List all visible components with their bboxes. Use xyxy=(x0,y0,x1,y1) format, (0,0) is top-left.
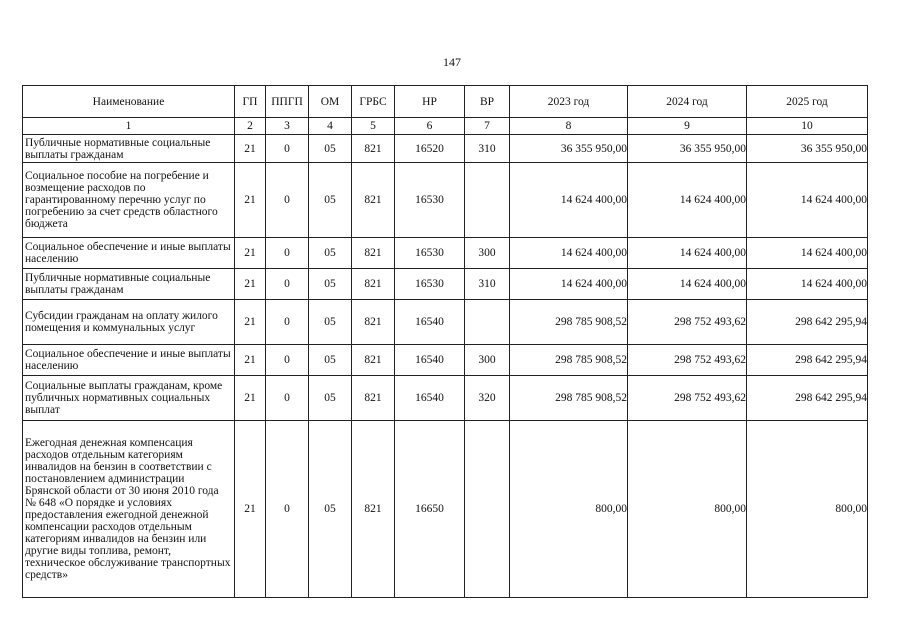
column-header-om: ОМ xyxy=(309,86,352,118)
row-vr: 320 xyxy=(465,376,510,421)
column-number: 9 xyxy=(628,118,747,135)
row-vr: 310 xyxy=(465,269,510,300)
table-row xyxy=(23,345,868,376)
row-ppgp: 0 xyxy=(266,135,309,163)
row-name: Социальное пособие на погребение и возмещение расходов по гарантированному перечню услуг по погребению за счет средств областного бюджета xyxy=(23,163,235,238)
row-nr: 16530 xyxy=(395,238,465,269)
row-amount-2025: 298 642 295,94 xyxy=(747,300,868,345)
row-om: 05 xyxy=(309,163,352,238)
row-gp: 21 xyxy=(235,421,266,598)
row-ppgp: 0 xyxy=(266,345,309,376)
row-amount-2023: 14 624 400,00 xyxy=(510,238,628,269)
row-name: Социальные выплаты гражданам, кроме публичных нормативных социальных выплат xyxy=(23,376,235,421)
row-om: 05 xyxy=(309,345,352,376)
row-amount-2024: 298 752 493,62 xyxy=(628,376,747,421)
row-amount-2023: 298 785 908,52 xyxy=(510,345,628,376)
row-amount-2025: 14 624 400,00 xyxy=(747,269,868,300)
column-header-ppgp: ППГП xyxy=(266,86,309,118)
column-header-gp: ГП xyxy=(235,86,266,118)
row-nr: 16520 xyxy=(395,135,465,163)
row-nr: 16540 xyxy=(395,376,465,421)
row-name: Ежегодная денежная компенсация расходов отдельным категориям инвалидов на бензин в соответствии с постановлением администрации Брянской области от 30 июня 2010 года № 648 «О порядке и условиях предоставления ежегодной денежной компенсации расходов отдельным категориям инвалидов на бензин или другие виды топлива, ремонт, техническое обслуживание транспортных средств» xyxy=(23,421,235,598)
row-vr: 300 xyxy=(465,345,510,376)
column-header-name: Наименование xyxy=(23,86,235,118)
row-amount-2023: 800,00 xyxy=(510,421,628,598)
row-name: Социальное обеспечение и иные выплаты населению xyxy=(23,345,235,376)
row-name: Субсидии гражданам на оплату жилого помещения и коммунальных услуг xyxy=(23,300,235,345)
row-amount-2024: 298 752 493,62 xyxy=(628,300,747,345)
table-row xyxy=(23,376,868,421)
column-number: 4 xyxy=(309,118,352,135)
row-nr: 16540 xyxy=(395,300,465,345)
row-amount-2025: 14 624 400,00 xyxy=(747,238,868,269)
table-row xyxy=(23,163,868,238)
row-nr: 16530 xyxy=(395,269,465,300)
row-grbs: 821 xyxy=(352,300,395,345)
column-number-row xyxy=(23,118,868,135)
column-number: 5 xyxy=(352,118,395,135)
row-amount-2025: 298 642 295,94 xyxy=(747,376,868,421)
table-row xyxy=(23,135,868,163)
table-row xyxy=(23,300,868,345)
row-name: Публичные нормативные социальные выплаты гражданам xyxy=(23,135,235,163)
column-header-grbs: ГРБС xyxy=(352,86,395,118)
row-amount-2023: 14 624 400,00 xyxy=(510,269,628,300)
row-ppgp: 0 xyxy=(266,376,309,421)
table-row xyxy=(23,238,868,269)
row-vr: 310 xyxy=(465,135,510,163)
row-amount-2023: 14 624 400,00 xyxy=(510,163,628,238)
column-number: 8 xyxy=(510,118,628,135)
row-gp: 21 xyxy=(235,135,266,163)
row-grbs: 821 xyxy=(352,421,395,598)
row-gp: 21 xyxy=(235,238,266,269)
column-header-nr: НР xyxy=(395,86,465,118)
row-nr: 16530 xyxy=(395,163,465,238)
column-header-2023: 2023 год xyxy=(510,86,628,118)
row-vr xyxy=(465,163,510,238)
row-nr: 16540 xyxy=(395,345,465,376)
row-vr: 300 xyxy=(465,238,510,269)
row-grbs: 821 xyxy=(352,238,395,269)
row-vr xyxy=(465,300,510,345)
row-amount-2023: 298 785 908,52 xyxy=(510,300,628,345)
row-ppgp: 0 xyxy=(266,238,309,269)
row-gp: 21 xyxy=(235,345,266,376)
row-ppgp: 0 xyxy=(266,163,309,238)
page-number: 147 xyxy=(443,55,461,69)
row-amount-2024: 14 624 400,00 xyxy=(628,238,747,269)
row-ppgp: 0 xyxy=(266,421,309,598)
row-om: 05 xyxy=(309,269,352,300)
row-gp: 21 xyxy=(235,300,266,345)
row-gp: 21 xyxy=(235,376,266,421)
row-amount-2025: 14 624 400,00 xyxy=(747,163,868,238)
row-amount-2024: 14 624 400,00 xyxy=(628,269,747,300)
column-number: 2 xyxy=(235,118,266,135)
row-ppgp: 0 xyxy=(266,300,309,345)
row-om: 05 xyxy=(309,135,352,163)
row-grbs: 821 xyxy=(352,376,395,421)
budget-table xyxy=(22,85,868,598)
row-grbs: 821 xyxy=(352,269,395,300)
row-grbs: 821 xyxy=(352,163,395,238)
table-header-row xyxy=(23,86,868,118)
row-amount-2025: 800,00 xyxy=(747,421,868,598)
row-grbs: 821 xyxy=(352,345,395,376)
table-row xyxy=(23,421,868,598)
column-number: 3 xyxy=(266,118,309,135)
row-amount-2024: 800,00 xyxy=(628,421,747,598)
row-name: Публичные нормативные социальные выплаты гражданам xyxy=(23,269,235,300)
row-amount-2023: 298 785 908,52 xyxy=(510,376,628,421)
row-grbs: 821 xyxy=(352,135,395,163)
column-number: 1 xyxy=(23,118,235,135)
row-ppgp: 0 xyxy=(266,269,309,300)
row-om: 05 xyxy=(309,376,352,421)
row-amount-2024: 14 624 400,00 xyxy=(628,163,747,238)
row-amount-2024: 298 752 493,62 xyxy=(628,345,747,376)
column-number: 6 xyxy=(395,118,465,135)
row-om: 05 xyxy=(309,300,352,345)
row-amount-2024: 36 355 950,00 xyxy=(628,135,747,163)
row-gp: 21 xyxy=(235,163,266,238)
row-nr: 16650 xyxy=(395,421,465,598)
row-om: 05 xyxy=(309,238,352,269)
column-number: 10 xyxy=(747,118,868,135)
row-amount-2023: 36 355 950,00 xyxy=(510,135,628,163)
row-amount-2025: 298 642 295,94 xyxy=(747,345,868,376)
row-amount-2025: 36 355 950,00 xyxy=(747,135,868,163)
column-header-vr: ВР xyxy=(465,86,510,118)
column-header-2025: 2025 год xyxy=(747,86,868,118)
table-row xyxy=(23,269,868,300)
row-gp: 21 xyxy=(235,269,266,300)
row-om: 05 xyxy=(309,421,352,598)
column-number: 7 xyxy=(465,118,510,135)
column-header-2024: 2024 год xyxy=(628,86,747,118)
row-name: Социальное обеспечение и иные выплаты населению xyxy=(23,238,235,269)
row-vr xyxy=(465,421,510,598)
